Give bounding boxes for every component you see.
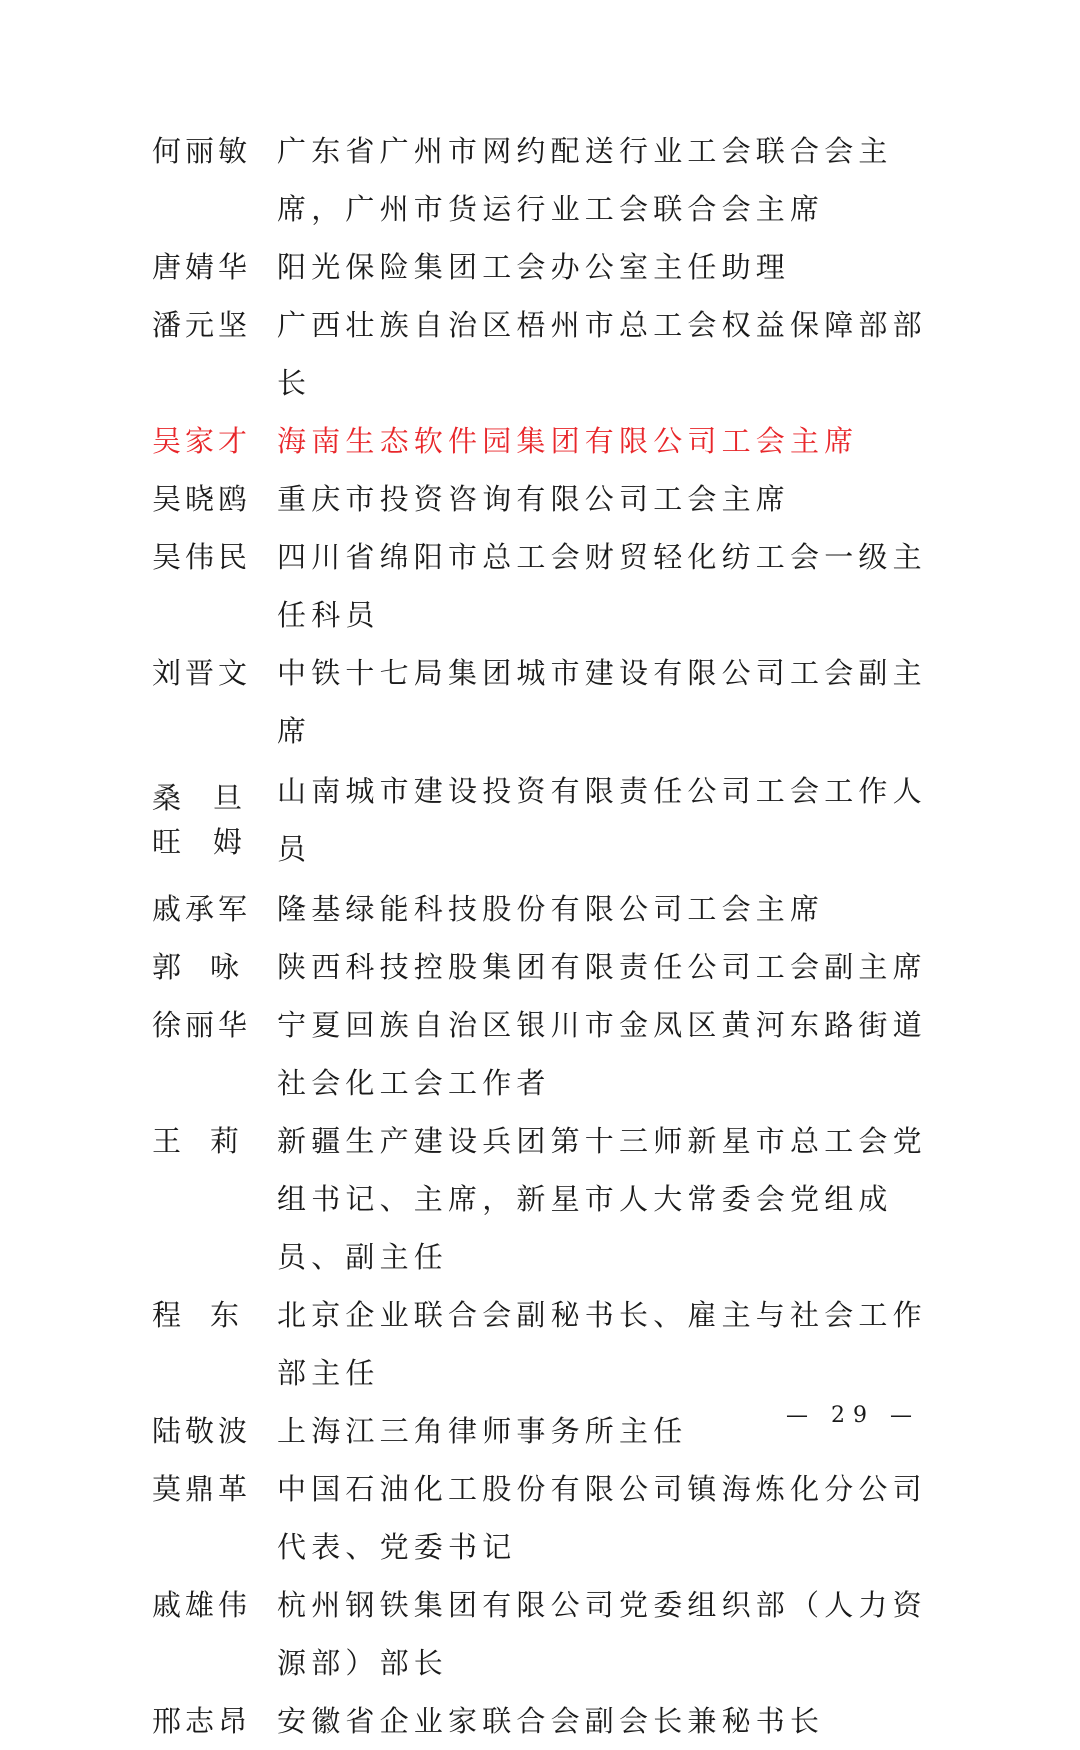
member-position: 阳光保险集团工会办公室主任助理 — [277, 250, 791, 284]
member-name: 吴伟民 — [152, 540, 252, 574]
member-name: 吴晓鸥 — [152, 482, 252, 516]
list-item — [152, 1286, 952, 1402]
member-name: 邢志昂 — [152, 1704, 252, 1738]
member-name: 潘元坚 — [152, 308, 252, 342]
list-item — [152, 122, 952, 238]
list-item — [152, 296, 952, 412]
member-name-line-1: 桑 旦 — [152, 781, 242, 815]
member-position: 中国石油化工股份有限公司镇海炼化分公司代表、党委书记 — [277, 1472, 927, 1564]
list-item — [152, 1460, 952, 1576]
list-item — [152, 996, 952, 1112]
page-number: — 29 — — [786, 1403, 920, 1428]
member-name: 唐婧华 — [152, 250, 252, 284]
member-name: 陆敬波 — [152, 1414, 252, 1448]
member-position: 山南城市建设投资有限责任公司工会工作人员 — [277, 774, 927, 866]
member-name: 戚承军 — [152, 892, 252, 926]
member-position: 杭州钢铁集团有限公司党委组织部（人力资源部）部长 — [277, 1588, 927, 1680]
list-item — [152, 1112, 952, 1286]
member-name: 戚雄伟 — [152, 1588, 252, 1622]
member-name: 徐丽华 — [152, 1008, 252, 1042]
member-position: 新疆生产建设兵团第十三师新星市总工会党组书记、主席，新星市人大常委会党组成员、副主任 — [277, 1124, 927, 1274]
member-name: 刘晋文 — [152, 656, 252, 690]
list-item — [152, 1692, 952, 1750]
member-name: 何丽敏 — [152, 134, 252, 168]
member-name — [152, 776, 242, 864]
member-position: 海南生态软件园集团有限公司工会主席 — [277, 424, 859, 458]
member-position: 宁夏回族自治区银川市金凤区黄河东路街道社会化工会工作者 — [277, 1008, 927, 1100]
member-position: 隆基绿能科技股份有限公司工会主席 — [277, 892, 825, 926]
member-position: 安徽省企业家联合会副会长兼秘书长 — [277, 1704, 825, 1738]
member-position: 北京企业联合会副秘书长、雇主与社会工作部主任 — [277, 1298, 927, 1390]
list-item — [152, 762, 952, 878]
member-list — [152, 122, 952, 1750]
list-item — [152, 644, 952, 760]
list-item — [152, 470, 952, 528]
member-name-line-2: 旺 姆 — [152, 825, 242, 859]
member-position: 上海江三角律师事务所主任 — [277, 1414, 688, 1448]
member-name: 郭 咏 — [152, 950, 240, 984]
member-name: 王 莉 — [152, 1124, 240, 1158]
list-item — [152, 1576, 952, 1692]
member-position: 广东省广州市网约配送行业工会联合会主席，广州市货运行业工会联合会主席 — [277, 134, 893, 226]
list-item — [152, 528, 952, 644]
member-position: 四川省绵阳市总工会财贸轻化纺工会一级主任科员 — [277, 540, 927, 632]
member-position: 中铁十七局集团城市建设有限公司工会副主席 — [277, 656, 927, 748]
list-item — [152, 938, 952, 996]
member-name: 程 东 — [152, 1298, 240, 1332]
list-item — [152, 238, 952, 296]
list-item — [152, 880, 952, 938]
member-position: 陕西科技控股集团有限责任公司工会副主席 — [277, 950, 927, 984]
list-item-highlighted — [152, 412, 952, 470]
member-position: 重庆市投资咨询有限公司工会主席 — [277, 482, 791, 516]
member-name: 莫鼎革 — [152, 1472, 252, 1506]
member-name: 吴家才 — [152, 424, 252, 458]
member-position: 广西壮族自治区梧州市总工会权益保障部部长 — [277, 308, 927, 400]
